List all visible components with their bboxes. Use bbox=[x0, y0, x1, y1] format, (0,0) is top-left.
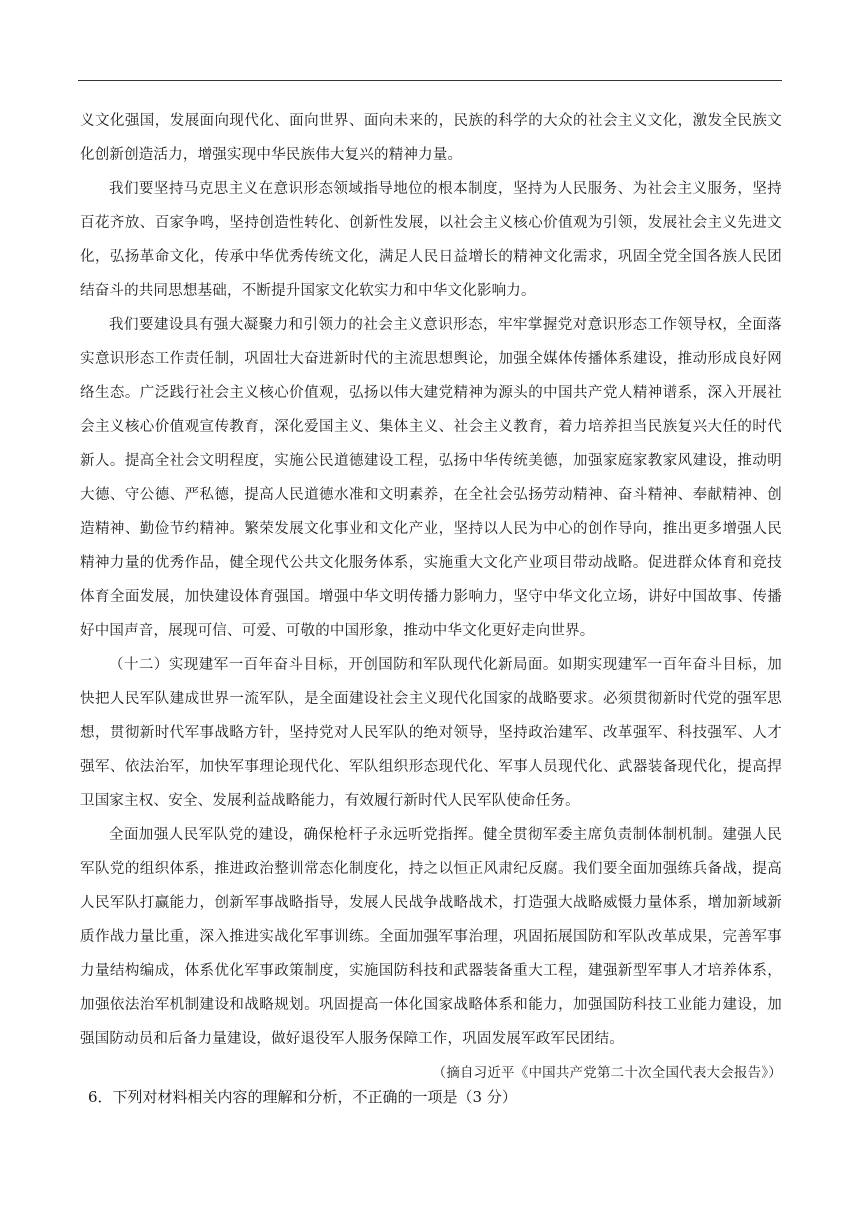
paragraph-ideology-construction: 我们要建设具有强大凝聚力和引领力的社会主义意识形态，牢牢掌握党对意识形态工作领导权，全面落实意识形态工作责任制，巩固壮大奋进新时代的主流思想舆论，加强全媒体传播体系建设，推动形成良好网络生态。广泛践行社会主义核心价值观，弘扬以伟大建党精神为源头的中国共产党人精神谱系，深入开展社会主义核心价值观宣传教育，深化爱国主义、集体主义、社会主义教育，着力培养担当民族复兴大任的时代新人。提高全社会文明程度，实施公民道德建设工程，弘扬中华传统美德，加强家庭家教家风建设，推动明大德、守公德、严私德，提高人民道德水准和文明素养，在全社会弘扬劳动精神、奋斗精神、奉献精神、创造精神、勤俭节约精神。繁荣发展文化事业和文化产业，坚持以人民为中心的创作导向，推出更多增强人民精神力量的优秀作品，健全现代公共文化服务体系，实施重大文化产业项目带动战略。促进群众体育和竞技体育全面发展，加快建设体育强国。增强中华文明传播力影响力，坚守中华文化立场，讲好中国故事、传播好中国声音，展现可信、可爱、可敬的中国形象，推动中华文化更好走向世界。 bbox=[80, 317, 782, 639]
paragraph-ideology-system: 我们要坚持马克思主义在意识形态领域指导地位的根本制度，坚持为人民服务、为社会主义服务，坚持百花齐放、百家争鸣，坚持创造性转化、创新性发展，以社会主义核心价值观为引领，发展社会主义先进文化，弘扬革命文化，传承中华优秀传统文化，满足人民日益增长的精神文化需求，巩固全党全国各族人民团结奋斗的共同思想基础，不断提升国家文化软实力和中华文化影响力。 bbox=[80, 181, 782, 299]
header-rule bbox=[78, 80, 782, 81]
paragraph-party-building: 全面加强人民军队党的建设，确保枪杆子永远听党指挥。健全贯彻军委主席负责制体制机制。建强人民军队党的组织体系，推进政治整训常态化制度化，持之以恒正风肃纪反腐。我们要全面加强练兵备战，提高人民军队打赢能力，创新军事战略指导，发展人民战争战略战术，打造强大战略威慑力量体系，增加新域新质作战力量比重，深入推进实战化军事训练。全面加强军事治理，巩固拓展国防和军队改革成果，完善军事力量结构编成，体系优化军事政策制度，实施国防科技和武器装备重大工程，建强新型军事人才培养体系，加强依法治军机制建设和战略规划。巩固提高一体化国家战略体系和能力，加强国防科技工业能力建设，加强国防动员和后备力量建设，做好退役军人服务保障工作，巩固发展军政军民团结。 bbox=[80, 827, 782, 1047]
source-citation: （摘自习近平《中国共产党第二十次全国代表大会报告》） bbox=[432, 1065, 782, 1081]
paragraph-military-goal: （十二）实现建军一百年奋斗目标，开创国防和军队现代化新局面。如期实现建军一百年奋斗目标，加快把人民军队建成世界一流军队，是全面建设社会主义现代化国家的战略要求。必须贯彻新时代党的强军思想，贯彻新时代军事战略方针，坚持党对人民军队的绝对领导，坚持政治建军、改革强军、科技强军、人才强军、依法治军，加快军事理论现代化、军队组织形态现代化、军事人员现代化、武器装备现代化，提高捍卫国家主权、安全、发展利益战略能力，有效履行新时代人民军队使命任务。 bbox=[80, 657, 782, 809]
question-6: 6．下列对材料相关内容的理解和分析，不正确的一项是（3 分） bbox=[88, 1088, 517, 1106]
paragraph-continuation: 义文化强国，发展面向现代化、面向世界、面向未来的，民族的科学的大众的社会主义文化，激发全民族文化创新创造活力，增强实现中华民族伟大复兴的精神力量。 bbox=[80, 113, 782, 163]
article-body bbox=[80, 104, 782, 1090]
